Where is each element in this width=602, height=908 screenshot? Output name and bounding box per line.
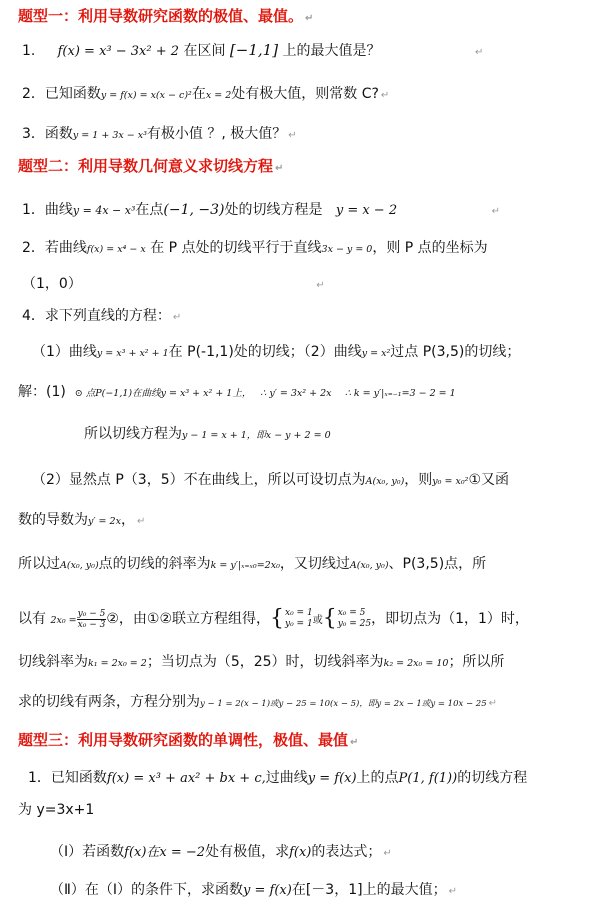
solution-text: ②，由①②联立方程组得， (106, 611, 270, 627)
solution-text: 、P(3,5)点，所 (388, 556, 487, 572)
solution-1-result (84, 424, 331, 446)
math-expr: P(1, f(1)) (398, 771, 458, 786)
math-expr: y = x³ + x² + 1上， (160, 388, 252, 399)
section-heading-2 (18, 156, 283, 179)
question-text: 在 P 点处的切线平行于直线 (150, 240, 322, 256)
math-expr: y₀ = x₀² (432, 476, 469, 487)
return-mark: ↵ (275, 163, 284, 174)
fraction-denominator: x₀ − 3 (77, 619, 106, 630)
question-text: 2．已知函数 (22, 86, 101, 102)
question-text: 有极小值 ？, 极大值？ (146, 126, 287, 142)
solution-text: ， (120, 512, 135, 528)
question-text: 2．若曲线 (22, 240, 87, 256)
question-text: 为 y=3x+1 (18, 802, 95, 818)
return-mark: ↵ (305, 13, 314, 24)
question-1-1 (22, 40, 483, 63)
question-2-4 (22, 306, 181, 328)
question-2-2 (22, 238, 488, 260)
system-row: y₀ = 25 (337, 619, 372, 629)
question-text: 4．求下列直线的方程： (22, 308, 171, 324)
question-text: （Ⅰ）若函数 (50, 844, 125, 860)
math-expr: y = f(x) = x(x − c)² (100, 90, 192, 101)
solution-2-f (18, 692, 497, 714)
system-row: x₀ = 5 (337, 608, 366, 618)
question-text: 在 (191, 86, 206, 102)
math-expr: k₂ = 2x₀ = 10 (383, 658, 449, 669)
question-1-2 (22, 84, 389, 106)
math-expr: f(x) = x⁴ − x (86, 244, 146, 255)
math-expr: f(x) = x³ − 3x² + 2 (57, 44, 180, 59)
section-heading-1 (18, 6, 313, 29)
question-text: 在点 (135, 202, 164, 218)
section-heading-3 (18, 730, 358, 753)
question-text: （Ⅱ）在（Ⅰ）的条件下，求函数 (50, 882, 244, 898)
solution-text: 所以过 (18, 556, 60, 572)
question-3-1-part2 (50, 880, 457, 902)
solution-text: 求的切线有两条，方程分别为 (18, 694, 200, 710)
math-expr: A(x₀, y₀) (349, 560, 389, 571)
question-text: 在区间 (183, 43, 226, 59)
math-expr: y′ = 2x (88, 516, 121, 527)
question-text: ，则 P 点的坐标为 (372, 240, 488, 256)
return-mark: ↵ (491, 206, 500, 217)
question-3-1-line2 (18, 800, 94, 820)
question-3-1-part1 (50, 842, 392, 864)
solution-text: ；所以所 (448, 654, 505, 670)
return-mark: ↵ (136, 516, 146, 527)
math-expr: 3x − y = 0 (321, 244, 373, 255)
question-text: （1）曲线 (32, 344, 97, 360)
math-expr: y − 1 = 2(x − 1)或y − 25 = 10(x − 5)，即y = 2x − 1或y = 10x − 25 (200, 699, 487, 709)
return-mark: ↵ (383, 848, 392, 859)
solution-2-c (18, 554, 486, 576)
question-text: 上的点 (356, 770, 399, 786)
fraction-numerator: y₀ − 5 (77, 608, 106, 619)
math-expr: y − 1 = x + 1，即x − y + 2 = 0 (182, 430, 331, 441)
solution-text: 点的切线的斜率为 (98, 556, 211, 572)
math-expr: ∴ k = y′|ₓ₌₋₁=3 − 2 = 1 (344, 388, 456, 399)
return-mark: ↵ (172, 312, 182, 323)
question-text: 上的最大值是？ (282, 43, 381, 59)
solution-2-d (18, 608, 529, 631)
section-title: 题型三：利用导数研究函数的单调性，极值、最值 (18, 731, 349, 749)
math-expr: x = 2 (205, 90, 232, 101)
question-2-4-parts (32, 342, 520, 364)
solution-2-b (18, 510, 145, 532)
math-expr: y = 1 + 3x − x³ (72, 130, 147, 141)
question-text: （1，0） (22, 276, 82, 292)
return-mark: ↵ (448, 886, 457, 897)
question-1-3 (22, 124, 297, 146)
return-mark: ↵ (316, 280, 325, 291)
question-2-1 (22, 200, 500, 222)
question-text: 处的切线方程是 (224, 202, 323, 218)
math-expr: (−1, −3) (163, 202, 225, 218)
solution-text: ，则 (404, 472, 433, 488)
solution-1 (18, 382, 456, 404)
solution-text: ①又函 (468, 472, 509, 488)
question-text: 的切线方程 (457, 770, 528, 786)
solution-text: 切线斜率为 (18, 654, 88, 670)
solution-text: 以有 (18, 611, 46, 627)
solution-text: ；当切点为（5，25）时，切线斜率为 (146, 654, 384, 670)
question-text: 1．曲线 (22, 202, 73, 218)
math-expr: y = x² (361, 348, 391, 359)
solution-text: ，即切点为（1，1）时， (371, 611, 529, 627)
math-expr: A(x₀, y₀) (60, 560, 99, 571)
math-expr: f(x) = x³ + ax² + bx + c, (106, 771, 266, 786)
math-expr: [−1,1] (229, 41, 279, 59)
equation-system-1: { x₀ = 1 y₀ = 1 (270, 606, 313, 631)
math-expr: y = f(x) (243, 883, 292, 898)
question-text: 过点 P(3,5)的切线； (390, 344, 521, 360)
question-text: 3．函数 (22, 126, 73, 142)
question-text: 1．已知函数 (28, 770, 107, 786)
return-mark: ↵ (474, 47, 484, 58)
solution-text: 数的导数为 (18, 512, 88, 528)
solution-text: （2）显然点 P（3，5）不在曲线上，所以可设切点为 (32, 472, 366, 488)
question-text: 的表达式； (311, 844, 382, 860)
solution-2-e (18, 652, 504, 674)
return-mark: ↵ (350, 737, 359, 748)
math-expr: y = x − 2 (335, 203, 398, 218)
math-expr: 2x₀ = (50, 615, 77, 626)
math-expr: ∴ y′ = 3x² + 2x (260, 388, 332, 399)
math-expr: y = 4x − x³ (72, 204, 136, 217)
math-expr: f(x) (289, 845, 312, 860)
math-expr: k = y′|ₓ₌ₓ₀=2x₀ (210, 560, 280, 571)
return-mark: ↵ (488, 698, 498, 709)
solution-text: 所以切线方程为 (84, 426, 182, 442)
or-text: 或 (312, 615, 323, 626)
system-row: y₀ = 1 (285, 619, 313, 629)
math-expr: k₁ = 2x₀ = 2 (88, 658, 147, 669)
math-expr: y = x³ + x² + 1 (96, 348, 169, 359)
question-text: 在 P(-1,1)处的切线；（2）曲线 (168, 344, 362, 360)
question-text: 处有极大值，则常数 C? (231, 86, 379, 102)
math-expr: y = f(x) (307, 771, 357, 786)
solution-2-a (32, 470, 509, 492)
return-mark: ↵ (380, 90, 390, 101)
math-expr: ⊙ 点P(−1,1)在曲线 (74, 388, 161, 399)
system-row: x₀ = 1 (285, 608, 313, 618)
return-mark: ↵ (288, 130, 297, 141)
question-text: 过曲线 (265, 770, 308, 786)
math-expr: f(x)在x = −2 (124, 845, 206, 860)
question-text: 处有极值，求 (205, 844, 290, 860)
solution-text: ，又切线过 (279, 556, 350, 572)
question-text: 在[－3，1]上的最大值； (291, 882, 447, 898)
math-expr: A(x₀, y₀) (365, 476, 405, 487)
question-3-1 (28, 768, 527, 789)
equation-system-2: { x₀ = 5 y₀ = 25 (322, 606, 372, 631)
question-2-2-answer (22, 274, 325, 296)
solution-text: 解：(1) (18, 384, 66, 400)
fraction (77, 609, 107, 630)
section-title: 题型一：利用导数研究函数的极值、最值。 (18, 7, 304, 25)
section-title: 题型二：利用导数几何意义求切线方程 (18, 157, 274, 175)
question-number: 1. (22, 43, 36, 59)
